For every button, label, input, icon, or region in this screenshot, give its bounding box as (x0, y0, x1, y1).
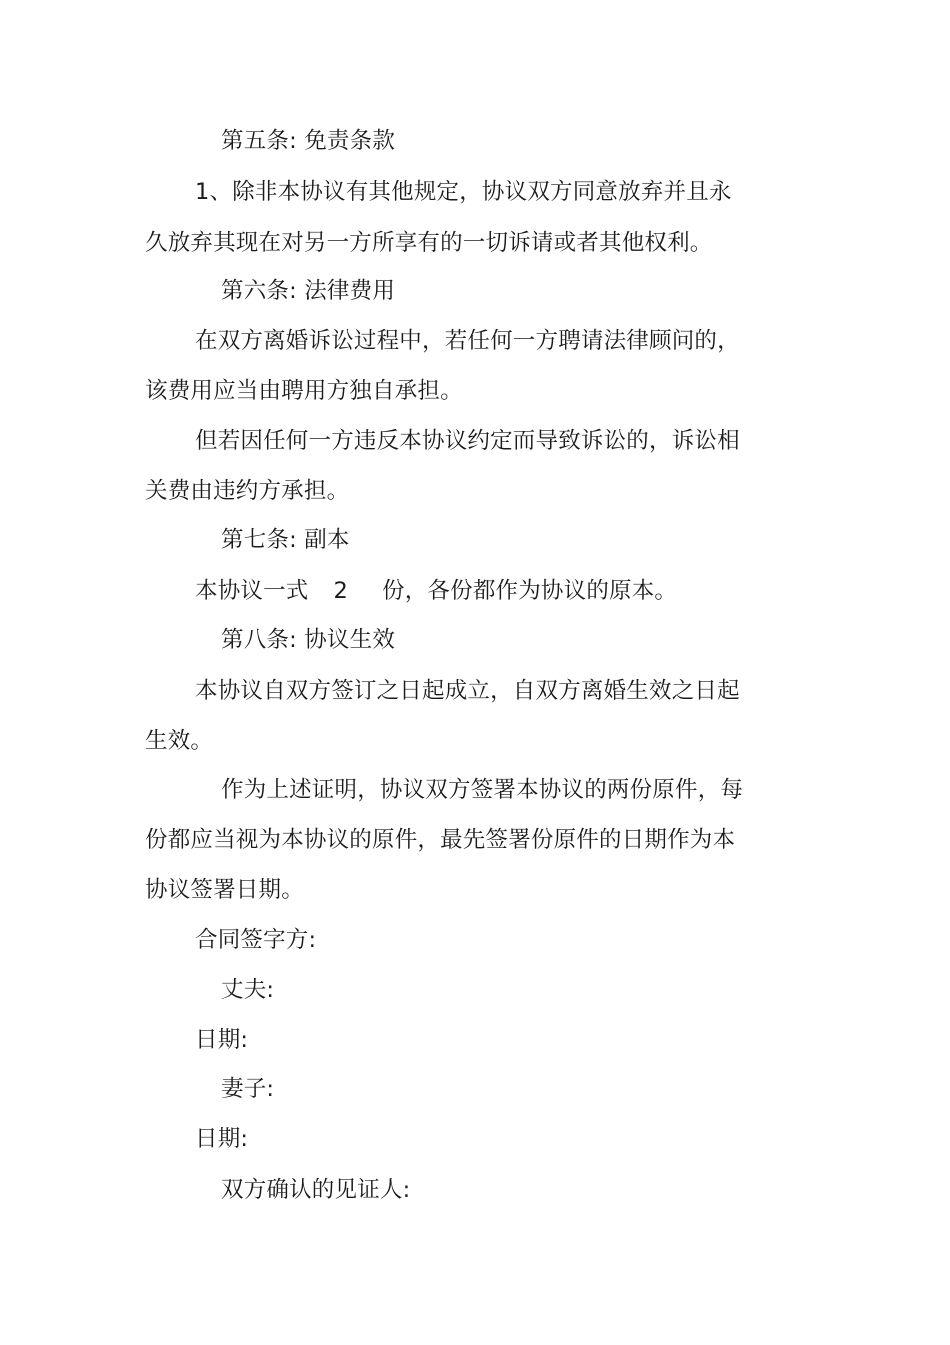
article-6-para-1-line-1: 在双方离婚诉讼过程中，若任何一方聘请法律顾问的， (195, 328, 740, 354)
article-7-copies-line (195, 576, 677, 606)
article-5-heading: 第五条: 免责条款 (221, 128, 396, 154)
article-8-heading: 第八条: 协议生效 (221, 627, 396, 653)
witness-statement-line-3: 协议签署日期。 (145, 877, 304, 903)
husband-date-label: 日期: (195, 1027, 249, 1053)
article-8-para-line-2: 生效。 (145, 728, 214, 754)
article-6-para-2-line-2: 关费由违约方承担。 (145, 478, 350, 504)
wife-date-label: 日期: (195, 1126, 249, 1152)
witness-label: 双方确认的见证人: (221, 1177, 411, 1203)
article-6-para-1-line-2: 该费用应当由聘用方独自承担。 (145, 378, 463, 404)
copies-text-suffix: 份，各份都作为协议的原本。 (382, 578, 678, 604)
article-6-para-2-line-1: 但若因任何一方违反本协议约定而导致诉讼的，诉讼相 (195, 428, 740, 454)
article-5-clause-1-line-2: 久放弃其现在对另一方所享有的一切诉请或者其他权利。 (145, 230, 713, 256)
witness-statement-line-1: 作为上述证明，协议双方签署本协议的两份原件，每 (221, 777, 744, 803)
article-5-clause-1-line-1: 1、除非本协议有其他规定，协议双方同意放弃并且永 (195, 179, 732, 205)
wife-label: 妻子: (221, 1076, 275, 1102)
signatories-label: 合同签字方: (195, 927, 317, 953)
copies-count: 2 (333, 578, 349, 604)
article-8-para-line-1: 本协议自双方签订之日起成立，自双方离婚生效之日起 (195, 678, 740, 704)
article-7-heading: 第七条: 副本 (221, 527, 350, 553)
copies-text-prefix: 本协议一式 (195, 578, 309, 604)
witness-statement-line-2: 份都应当视为本协议的原件，最先签署份原件的日期作为本 (145, 827, 736, 853)
husband-label: 丈夫: (221, 977, 275, 1003)
article-6-heading: 第六条: 法律费用 (221, 278, 396, 304)
